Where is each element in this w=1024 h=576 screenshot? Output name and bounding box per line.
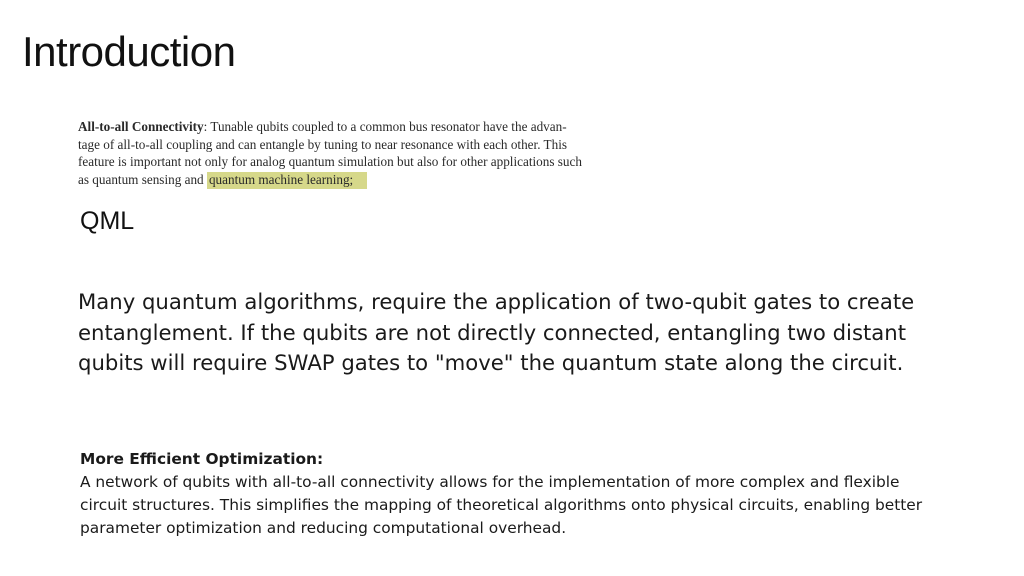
paragraph-line: entanglement. If the qubits are not directly connected, entangling two distant bbox=[78, 319, 907, 345]
excerpt-line-4 bbox=[78, 171, 698, 189]
optimization-line: parameter optimization and reducing computational overhead. bbox=[80, 519, 567, 537]
excerpt-line-4-text: as quantum sensing and bbox=[78, 171, 207, 187]
paragraph-line: Many quantum algorithms, require the application of two-qubit gates to create bbox=[78, 289, 915, 314]
section-heading-qml: QML bbox=[80, 207, 135, 235]
excerpt-lead: All-to-all Connectivity bbox=[78, 119, 204, 134]
optimization-line: A network of qubits with all-to-all connectivity allows for the implementation of more complex and flexible bbox=[80, 473, 900, 491]
swap-paragraph bbox=[78, 287, 978, 379]
excerpt-line-1 bbox=[78, 118, 698, 136]
excerpt-line-2: tage of all-to-all coupling and can entangle by tuning to near resonance with each other. This bbox=[78, 136, 567, 152]
paragraph-line: qubits will require SWAP gates to "move" the quantum state along the circuit. bbox=[78, 350, 904, 375]
optimization-heading: More Efficient Optimization: bbox=[80, 450, 324, 468]
excerpt-line-3: feature is important not only for analog quantum simulation but also for other applications such bbox=[78, 154, 582, 170]
paper-excerpt bbox=[78, 118, 698, 188]
excerpt-line-1-text: : Tunable qubits coupled to a common bus resonator have the advan- bbox=[203, 119, 567, 134]
optimization-block bbox=[80, 448, 1000, 540]
slide-title: Introduction bbox=[22, 28, 236, 75]
excerpt-highlight: quantum machine learning; bbox=[207, 172, 367, 189]
optimization-line: circuit structures. This simplifies the mapping of theoretical algorithms onto physical circuits, enabling better bbox=[80, 496, 923, 514]
